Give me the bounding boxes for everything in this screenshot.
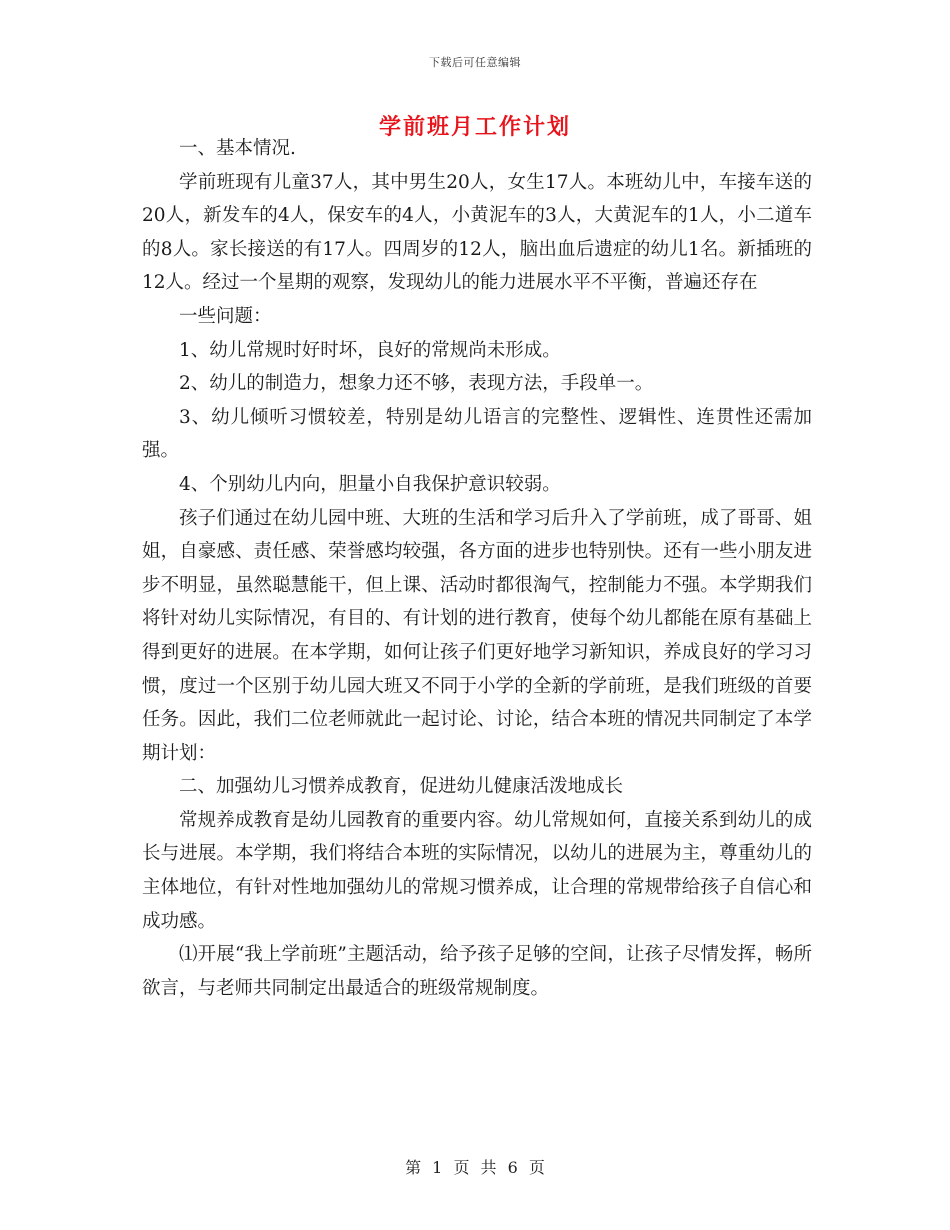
paragraph-problems-intro: 一些问题： xyxy=(179,305,272,327)
paragraph-routine-education: 常规养成教育是幼儿园教育的重要内容。幼儿常规如何，直接关系到幼儿的成长与进展。本学期，我们将结合本班的实际情况，以幼儿的进展为主，尊重幼儿的主体地位，有针对性地加强幼儿的常规习惯养成，让合理的常规带给孩子自信心和成功感。 xyxy=(142,809,812,932)
paragraph-semester-plan: 孩子们通过在幼儿园中班、大班的生活和学习后升入了学前班，成了哥哥、姐姐，自豪感、责任感、荣誉感均较强，各方面的进步也特别快。还有一些小朋友进步不明显，虽然聪慧能干，但上课、活动时都很淘气，控制能力不强。本学期我们将针对幼儿实际情况，有目的、有计划的进行教育，使每个幼儿都能在原有基础上得到更好的进展。在本学期，如何让孩子们更好地学习新知识，养成良好的学习习惯，度过一个区别于幼儿园大班又不同于小学的全新的学前班，是我们班级的首要任务。因此，我们二位老师就此一起讨论、讨论，结合本班的情况共同制定了本学期计划： xyxy=(142,507,812,764)
list-item-problem-2: 2、幼儿的制造力，想象力还不够，表现方法，手段单一。 xyxy=(179,373,654,395)
document-body xyxy=(142,132,812,1005)
paragraph-class-overview: 学前班现有儿童37人，其中男生20人，女生17人。本班幼儿中，车接车送的20人，新发车的4人，保安车的4人，小黄泥车的3人，大黄泥车的1人，小二道车的8人。家长接送的有17人。四周岁的12人，脑出血后遗症的幼儿1名。新插班的12人。经过一个星期的观察，发现幼儿的能力进展水平不平衡，普遍还存在 xyxy=(142,171,812,294)
page-footer: 第 1 页 共 6 页 xyxy=(405,1158,545,1177)
list-item-problem-1: 1、幼儿常规时好时坏，良好的常规尚未形成。 xyxy=(179,339,561,361)
section-heading-basic-info: 一、基本情况. xyxy=(179,138,296,159)
page-header: 下载后可任意编辑 xyxy=(429,56,521,69)
list-item-problem-4: 4、个别幼儿内向，胆量小自我保护意识较弱。 xyxy=(179,473,561,495)
list-item-problem-3: 3、幼儿倾听习惯较差，特别是幼儿语言的完整性、逻辑性、连贯性还需加强。 xyxy=(142,406,812,462)
list-item-activity-1: ⑴开展“我上学前班”主题活动，给予孩子足够的空间，让孩子尽情发挥，畅所欲言，与老师共同制定出最适合的班级常规制度。 xyxy=(142,944,812,999)
section-heading-habits: 二、加强幼儿习惯养成教育，促进幼儿健康活泼地成长 xyxy=(179,776,624,798)
document-title: 学前班月工作计划 xyxy=(378,114,571,140)
